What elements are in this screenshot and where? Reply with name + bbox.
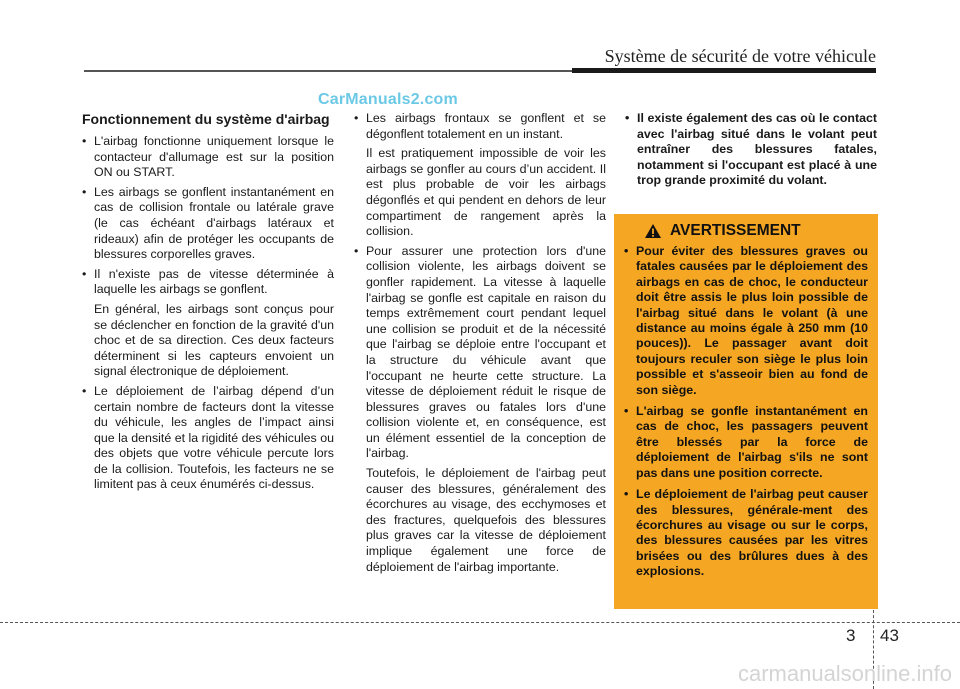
page-number: 43: [880, 626, 899, 645]
list-item: • Les airbags se gonflent instantanément en cas de collision frontale ou latérale grave (le cas échéant d'airbags latéraux et rideaux) afin de protéger les occupants de blessures corporelles graves.: [82, 185, 334, 263]
column-2: [354, 111, 606, 579]
paragraph: Il est pratiquement impossible de voir les airbags se gonfler au cours d’un accident. Il est plus probable de voir les airbags dégonflés et qui pendent en dehors de leur compartiment de rangement après la collision.: [366, 146, 606, 239]
column-1: [82, 111, 334, 497]
warning-title: AVERTISSEMENT: [670, 222, 801, 239]
watermark-bottom[interactable]: carmanualsonline.info: [737, 661, 952, 686]
watermark-top[interactable]: CarManuals2.com: [318, 91, 458, 108]
paragraph: Toutefois, le déploiement de l'airbag peut causer des blessures, généralement des écorchures au visage, des ecchymoses et des fractures, quelquefois des blessures plus graves car la vitesse de déploiement implique également une force de déploiement de l'airbag importante.: [366, 466, 606, 574]
chapter-number: 3: [846, 626, 856, 645]
list-item: • Pour assurer une protection lors d'une collision violente, les airbags doivent se gonfler rapidement. La vitesse à laquelle l'airbag se gonfle est capitale en raison du temps extrêmement court pendant lequel une collision se produit et de la nécessité que l'airbag se déploie entre l'occupant et la structure du véhicule avant que l'occupant ne heurte cette structure. La vitesse de déploiement réduit le risque de blessures graves ou fatales lors d'une collision violente et, en conséquence, est un élément essentiel de la conception de l'airbag.: [354, 244, 606, 462]
warning-triangle-icon: [644, 223, 662, 239]
warning-header: [644, 222, 868, 240]
warning-box: [614, 214, 878, 609]
column-3: [625, 111, 877, 193]
page-header-title: Système de sécurité de votre véhicule: [604, 46, 876, 66]
warning-item: • Pour éviter des blessures graves ou fatales causées par le déploiement des airbags en cas de choc, le conducteur doit être assis le plus loin possible de l'airbag situé dans le volant (à une distance au moins égale à 250 mm (10 pouces)). Le passager avant doit toujours reculer son siège le plus loin possible et s'asseoir bien au fond de son siège.: [624, 244, 868, 398]
list-item: • Les airbags frontaux se gonflent et se dégonflent totalement en un instant.: [354, 111, 606, 142]
list-item: • Il existe également des cas où le contact avec l'airbag situé dans le volant peut entraîner des blessures fatales, notamment si l'occupant est placé à une trop grande proximité du volant.: [625, 111, 877, 189]
list-item: • L'airbag fonctionne uniquement lorsque le contacteur d'allumage est sur la position ON ou START.: [82, 134, 334, 181]
footer-rule: [0, 622, 960, 623]
warning-item: • L'airbag se gonfle instantanément en cas de choc, les passagers peuvent être blessés par la force de déploiement de l'airbag s'ils ne sont pas dans une position correcte.: [624, 404, 868, 481]
paragraph: En général, les airbags sont conçus pour se déclencher en fonction de la gravité d'un choc et de sa direction. Ces deux facteurs déterminent si les capteurs envoient un signal électronique de déploiement.: [94, 301, 334, 379]
list-item: • Il n'existe pas de vitesse déterminée à laquelle les airbags se gonflent.: [82, 267, 334, 298]
section-heading: Fonctionnement du système d'airbag: [82, 111, 330, 127]
warning-item: • Le déploiement de l'airbag peut causer des blessures, générale-ment des écorchures au visage ou sur le corps, des blessures causées par les vitres brisées ou des brûlures dues à des explosions.: [624, 487, 868, 579]
header-rule-accent: [572, 68, 876, 73]
list-item: • Le déploiement de l’airbag dépend d’un certain nombre de facteurs dont la vitesse du véhicule, les angles de l’impact ainsi que la densité et la rigidité des véhicules ou des objets que votre véhicule percute lors de la collision. Toutefois, les facteurs ne se limitent pas à ceux énumérés ci-dessus.: [82, 384, 334, 493]
